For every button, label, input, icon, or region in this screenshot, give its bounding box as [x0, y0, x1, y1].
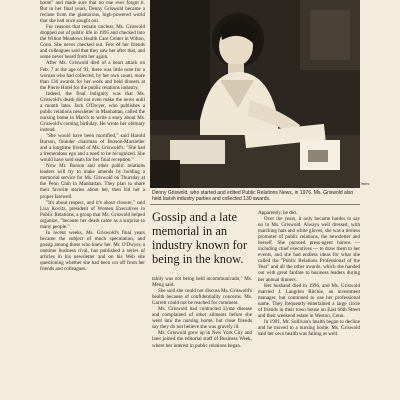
article-paragraph: Over the years, it only became harder to say no to Ms. Griswold. Always well dressed, with matching hats and white gloves, she was a tireless promoter of public relations, the newsletter and herself. She pursued press-agent barons — including chief executives — to draw them to her events, and she had endless ideas for what she called the "Public Relations Professional of the Year" and all the other awards, which she handed out with great fanfare to business leaders during her annual dinners. [258, 216, 360, 283]
article-column-left [40, 0, 145, 400]
article-paragraph: tainly was not being held incommunicado," Ms. Meng said. [152, 276, 252, 289]
article-column-middle [152, 276, 252, 400]
article-photo [150, 0, 360, 188]
article-paragraph: In 1991, Mr. Sullivan's health began to decline and he moved to a nursing home. Ms. Griswold said her own health was failing as well. [258, 318, 360, 337]
article-paragraph: Ms. Griswold grew up in New York City and later joined the editorial staff of Business Week, where her interest in public relations began. [152, 330, 252, 349]
caption-divider [150, 204, 360, 205]
article-paragraph: home" and made sure that no one ever forgot it. But in her final years, Denny Griswold became a recluse from the glamorous, high-powered world that she had once sought out. [40, 0, 145, 25]
article-paragraph: Indeed, the final indignity was that Ms. Griswold's death did not even make the news until a month later. Jack O'Dwyer, who publishes a public relations newsletter in Manhattan, called the nursing home in March to write a story about Ms. Griswold's coming birthday. He wrote her obituary instead. [40, 90, 145, 133]
article-paragraph: "She would have been mortified," said Harold Burson, founder chairman of Burson-Marsteller and a longtime friend of Ms. Griswold's. "She had a tremendous ego and a need to be recognized. She would have sold seats for her final reception." [40, 133, 145, 164]
article-paragraph: She said she could not discuss Ms. Griswold's health because of confidentiality concerns. Ms. Garrett could not be reached for comment. [152, 288, 252, 307]
article-paragraph: For reasons that remain unclear, Ms. Griswold dropped out of public life in 1995 and checked into the Wilton Meadows Health Care Center in Wilton, Conn. She never checked out. Few of her friends and colleagues said that they saw her after that, and some never heard from her again. [40, 24, 145, 61]
article-paragraph: Ms. Griswold had contracted Lyme disease and complained of other ailments before she went into the nursing home, but close friends say they do not believe she was gravely ill. [152, 306, 252, 331]
article-paragraph: Apparently, he did. [258, 210, 297, 216]
article-paragraph: Her husband died in 1996, and Ms. Griswold married J. Langdon Ritchie, an investment manager, but continued to use her professional name. They frequently entertained a large circle of friends in their town house on East 66th Street and their weekend estate in Weston, Conn. [258, 282, 360, 319]
pull-quote-headline: Gossip and a late memorial in an industry known for being in the know. [152, 210, 247, 266]
article-paragraph: In recent weeks, Ms. Griswold's final years became the subject of much speculation, and gossip among those who knew her. Mr. O'Dwyer, a onetime business rival, has published a series of articles in his newsletter and on his Web site questioning whether she had been cut off from her friends and colleagues. [40, 229, 145, 273]
photo-credit: Bob Rieveley/The New York Times [308, 181, 370, 186]
article-column-right [258, 210, 360, 400]
article-paragraph: Now Mr. Burson and other public relations leaders will try to make amends by holding a memorial service for Ms. Griswold on Thursday at the Penn Club in Manhattan. They plan to share their favorite stories about her, then bid her a proper farewell. [40, 163, 145, 200]
article-paragraph: After Ms. Griswold died of a heart attack on Feb. 7 at the age of 91, there was little note for a woman who had collected, by her own count, more than 130 awards for her work and held dinners at the Pierre Hotel for the public relations industry. [40, 60, 145, 91]
photo-woman-at-desk [150, 0, 360, 188]
article-paragraph: "It's about respect, and it's about closure," said Lisa Kovitz, president of Women Executives in Public Relations, a group that Ms. Griswold helped organize, "because her death came as a surprise to many people." [40, 199, 145, 230]
photo-caption: Denny Griswold, who started and edited Public Relations News, in 1976. Ms. Griswold also held lavish industry parties and collected 130 awards. [152, 190, 354, 202]
